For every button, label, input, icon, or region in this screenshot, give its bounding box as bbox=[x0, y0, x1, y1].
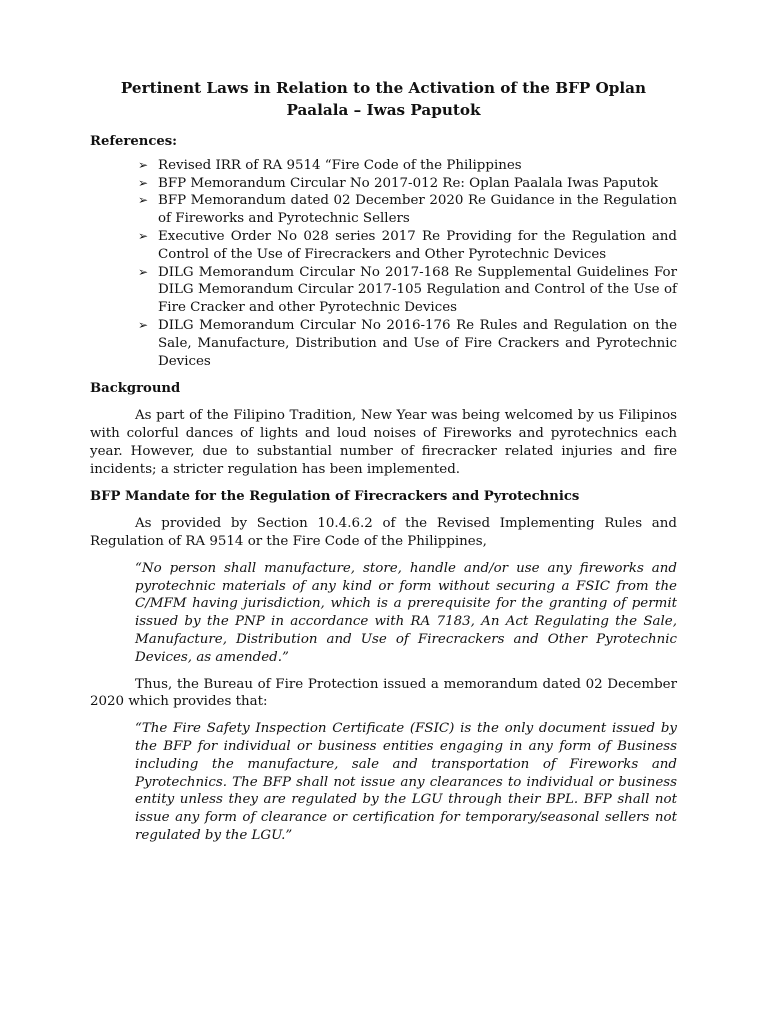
arrow-bullet-icon: ➢ bbox=[138, 228, 149, 243]
reference-text: DILG Memorandum Circular No 2016-176 Re Rules and Regulation on the Sale, Manufacture, Distribution and Use of Fire Crackers and Pyrotechnic Devices bbox=[158, 317, 677, 369]
arrow-bullet-icon: ➢ bbox=[138, 175, 149, 190]
reference-item bbox=[138, 317, 677, 370]
reference-item bbox=[138, 192, 677, 228]
reference-text: BFP Memorandum Circular No 2017-012 Re: Oplan Paalala Iwas Paputok bbox=[158, 175, 659, 191]
reference-text: DILG Memorandum Circular No 2017-168 Re Supplemental Guidelines For DILG Memorandum Circular 2017-105 Regulation and Control of the Use of Fire Cracker and other Pyrotechnic Devices bbox=[158, 264, 677, 316]
memorandum-quote: “The Fire Safety Inspection Certificate (FSIC) is the only document issued by the BFP for individual or business entities engaging in any form of Business including the manufacture, sale and transportation of Fireworks and Pyrotechnics. The BFP shall not issue any clearances to individual or business entity unless they are regulated by the LGU through their BPL. BFP shall not issue any form of clearance or certification for temporary/seasonal sellers not regulated by the LGU.” bbox=[135, 721, 677, 843]
fire-code-quote: “No person shall manufacture, store, handle and/or use any fireworks and pyrotechnic materials of any kind or form without securing a FSIC from the C/MFM having jurisdiction, which is a prerequisite for the granting of permit issued by the PNP in accordance with RA 7183, An Act Regulating the Sale, Manufacture, Distribution and Use of Firecrackers and Other Pyrotechnic Devices, as amended.” bbox=[135, 560, 677, 665]
references-heading: References: bbox=[90, 134, 178, 149]
arrow-bullet-icon: ➢ bbox=[138, 317, 149, 332]
mandate-paragraph: As provided by Section 10.4.6.2 of the Revised Implementing Rules and Regulation of RA 9514 or the Fire Code of the Philippines, bbox=[90, 516, 677, 549]
arrow-bullet-icon: ➢ bbox=[138, 157, 149, 172]
reference-item bbox=[138, 264, 677, 317]
reference-item bbox=[138, 157, 677, 175]
reference-item bbox=[138, 175, 677, 193]
references-list bbox=[90, 157, 677, 371]
background-paragraph: As part of the Filipino Tradition, New Year was being welcomed by us Filipinos with colorful dances of lights and loud noises of Fireworks and pyrotechnics each year. However, due to substantial number of firecracker related injuries and fire incidents; a stricter regulation has been implemented. bbox=[90, 408, 677, 477]
mandate-heading: BFP Mandate for the Regulation of Firecrackers and Pyrotechnics bbox=[90, 489, 580, 505]
arrow-bullet-icon: ➢ bbox=[138, 193, 149, 208]
thus-paragraph: Thus, the Bureau of Fire Protection issued a memorandum dated 02 December 2020 which provides that: bbox=[90, 676, 677, 710]
arrow-bullet-icon: ➢ bbox=[138, 264, 149, 279]
reference-text: Executive Order No 028 series 2017 Re Providing for the Regulation and Control of the Use of Firecrackers and Other Pyrotechnic Devices bbox=[158, 228, 677, 262]
reference-text: BFP Memorandum dated 02 December 2020 Re Guidance in the Regulation of Fireworks and Pyrotechnic Sellers bbox=[158, 193, 677, 227]
reference-item bbox=[138, 228, 677, 264]
document-title: Pertinent Laws in Relation to the Activation of the BFP Oplan Paalala – Iwas Paputok bbox=[120, 79, 647, 119]
reference-text: Revised IRR of RA 9514 “Fire Code of the Philippines bbox=[158, 157, 522, 173]
background-heading: Background bbox=[90, 381, 181, 397]
document-page bbox=[90, 78, 677, 845]
